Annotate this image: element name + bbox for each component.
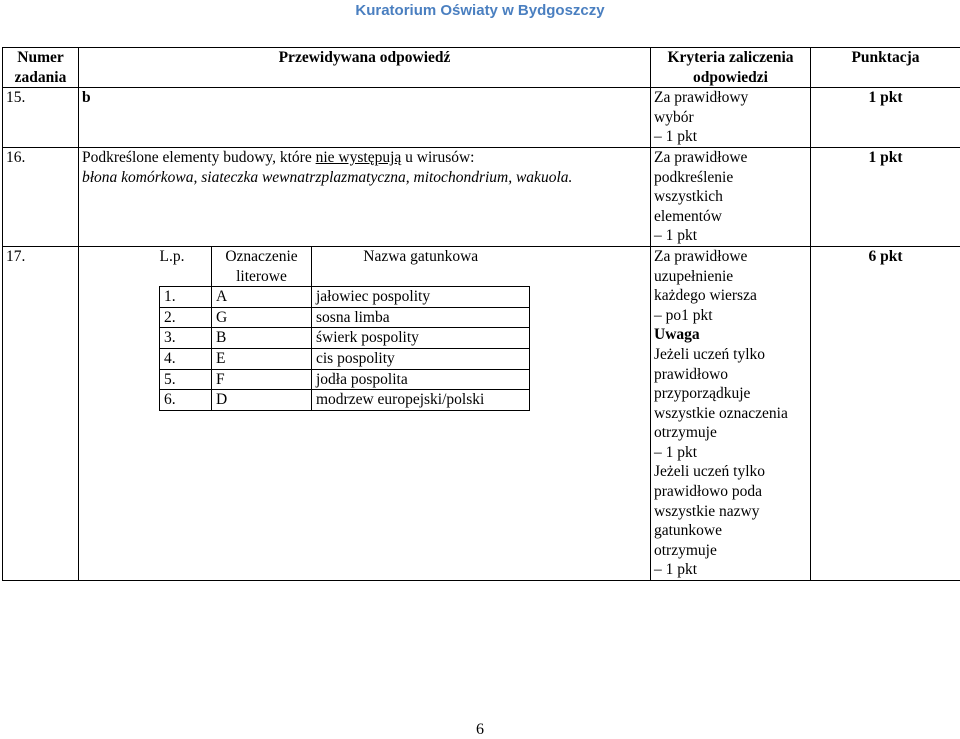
species-row (160, 369, 530, 390)
criteria-text: Za prawidłowe uzupełnienie każdego wiersza – po1 pkt Uwaga Jeżeli uczeń tylko prawidłowo przyporządkuje wszystkie oznaczenia otrzymuje – 1 pkt Jeżeli uczeń tylko prawidłowo poda wszystkie nazwy gatunkowe otrzymuje – 1 pkt (651, 246, 811, 580)
task-number: 15. (3, 88, 79, 148)
header-criteria: Kryteria zaliczenia odpowiedzi (651, 48, 811, 88)
row-code: E (212, 348, 312, 369)
criteria-text: Za prawidłowe podkreślenie wszystkich elementów – 1 pkt (651, 147, 811, 246)
row-lp: 4. (160, 348, 212, 369)
task-number: 17. (3, 246, 79, 580)
points-value: 6 pkt (811, 246, 960, 580)
row-lp: 6. (160, 390, 212, 411)
table-row (3, 246, 960, 580)
species-header-row (160, 247, 530, 287)
row-name: modrzew europejski/polski (312, 390, 530, 411)
species-table (159, 247, 530, 411)
table-header-row (3, 48, 960, 88)
criteria-text: Za prawidłowy wybór – 1 pkt (651, 88, 811, 148)
row-name: jodła pospolita (312, 369, 530, 390)
table-row (3, 147, 960, 246)
header-code: Oznaczenie literowe (212, 247, 312, 287)
row-lp: 3. (160, 328, 212, 349)
species-row (160, 390, 530, 411)
row-lp: 5. (160, 369, 212, 390)
header-number: Numer zadania (3, 48, 79, 88)
points-value: 1 pkt (811, 88, 960, 148)
row-lp: 2. (160, 307, 212, 328)
row-name: świerk pospolity (312, 328, 530, 349)
header-lp: L.p. (159, 247, 185, 265)
row-code: A (212, 287, 312, 308)
row-name: cis pospolity (312, 348, 530, 369)
points-value: 1 pkt (811, 147, 960, 246)
species-row (160, 328, 530, 349)
row-code: B (212, 328, 312, 349)
row-name: jałowiec pospolity (312, 287, 530, 308)
header-organization: Kuratorium Oświaty w Bydgoszczy (355, 2, 605, 19)
header-answer: Przewidywana odpowiedź (79, 48, 651, 88)
row-code: G (212, 307, 312, 328)
species-row (160, 287, 530, 308)
row-code: F (212, 369, 312, 390)
row-name: sosna limba (312, 307, 530, 328)
answer-cell (79, 246, 651, 580)
header-name: Nazwa gatunkowa (312, 247, 530, 287)
page-number: 6 (476, 721, 484, 738)
species-row (160, 348, 530, 369)
answer-key-table (2, 47, 960, 581)
header-points: Punktacja (811, 48, 960, 88)
answer-text: Podkreślone elementy budowy, które nie występują u wirusów: błona komórkowa, siateczka wewnatrzplazmatyczna, mitochondrium, wakuola. (79, 147, 651, 246)
row-code: D (212, 390, 312, 411)
species-row (160, 307, 530, 328)
answer-text: b (79, 88, 651, 148)
task-number: 16. (3, 147, 79, 246)
table-row (3, 88, 960, 148)
row-lp: 1. (160, 287, 212, 308)
